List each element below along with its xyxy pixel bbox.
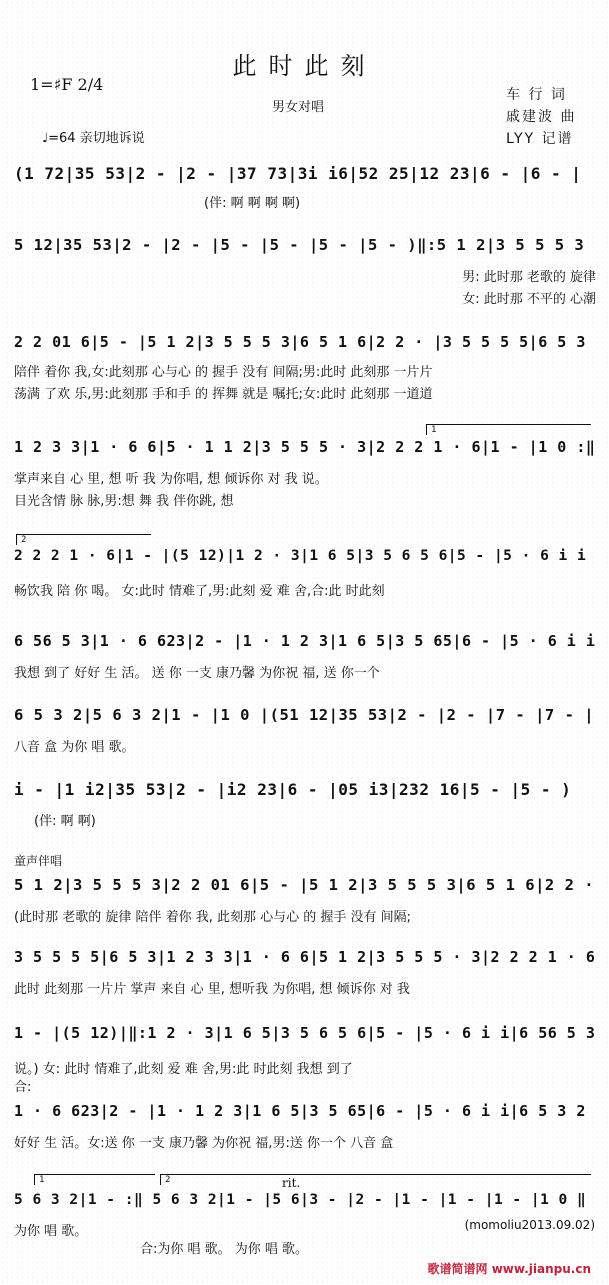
lyric-line: 男: 此时那 老歌的 旋律 (462, 270, 596, 285)
melody-line: 6 56 5 3|1 · 6 623|2 - |1 · 1 2 3|1 6 5|3 5 65|6 - |5 · 6 i i (14, 632, 596, 650)
lyric-line: 我想 到了 好好 生 活。 送 你 一支 康乃馨 为你祝 福, 送 你一个 (14, 666, 380, 681)
melody-line: 1 · 6 623|2 - |1 · 1 2 3|1 6 5|3 5 65|6 - |5 · 6 i i|6 5 3 2 (14, 1102, 586, 1120)
site-watermark: 歌谱简谱网 www.jianpu.cn (427, 1262, 591, 1276)
transcriber-credit: LYY 记谱 (506, 131, 574, 147)
volta-2: 2 (160, 1174, 591, 1185)
melody-line: 5 12|35 53|2 - |2 - |5 - |5 - |5 - |5 - )‖:5 1 2|3 5 5 5 3 (14, 236, 585, 254)
lyricist-credit: 车 行 词 (506, 87, 567, 103)
lyric-line: 此时 此刻那 一片片 掌声 来自 心 里, 想听我 为你唱, 想 倾诉你 对 我 (14, 982, 410, 997)
melody-line: i - |1 i2|35 53|2 - |i2 23|6 - |05 i3|232 16|5 - |5 - ) (14, 780, 572, 799)
composer-credit: 戚建波 曲 (506, 109, 577, 125)
lyric-line: 陪伴 着你 我,女:此刻那 心与心 的 握手 没有 间隔;男:此时 此刻那 一片片 (14, 365, 433, 380)
lyric-line: 荡满 了欢 乐,男:此刻那 手和手 的 挥舞 就是 嘱托;女:此时 此刻那 一道道 (14, 387, 433, 402)
section-label: 童声伴唱 (14, 854, 63, 868)
lyric-line: 合: (14, 1080, 32, 1095)
lyric-line: 女: 此时那 不平的 心潮 (462, 292, 596, 307)
tempo-marking: ♩=64 亲切地诉说 (42, 131, 145, 146)
lyric-line: (伴: 啊 啊) (34, 814, 96, 829)
melody-line: 3 5 5 5 5|6 5 3|1 2 3 3|1 · 6 6|5 1 2|3 5 5 5 · 3|2 2 2 1 · 6 (14, 948, 596, 966)
ritardando-marking: rit. (282, 1176, 301, 1190)
volta-1: 1 (34, 1174, 155, 1185)
lyric-line: (伴: 啊 啊 啊 啊) (204, 196, 301, 211)
volta-1: 1 (426, 424, 591, 435)
lyric-line: 畅饮我 陪 你 喝。 女:此时 情难了,男:此刻 爱 难 舍,合:此 时此刻 (14, 584, 385, 599)
lyric-line: 合:为你 唱 歌。 为你 唱 歌。 (140, 1242, 309, 1257)
lyric-line: (此时那 老歌的 旋律 陪伴 着你 我, 此刻那 心与心 的 握手 没有 间隔; (14, 910, 412, 925)
lyric-line: 好好 生 活。女:送 你 一支 康乃馨 为你祝 福,男:送 你一个 八音 盒 (14, 1136, 394, 1151)
melody-line: 5 6 3 2|1 - :‖ 5 6 3 2|1 - |5 6|3 - |2 - |1 - |1 - |1 - |1 0 ‖ (14, 1192, 587, 1208)
key-signature: 1=♯F 2/4 (30, 75, 104, 94)
lyric-line: 八音 盒 为你 唱 歌。 (14, 740, 135, 755)
lyric-line: 目光含情 脉 脉,男:想 舞 我 伴你跳, 想 (14, 494, 234, 509)
melody-line: (1 72|35 53|2 - |2 - |37 73|3i i6|52 25|12 23|6 - |6 - | (14, 164, 582, 183)
page-title: 此时此刻 (232, 52, 377, 80)
melody-line: 5 1 2|3 5 5 5 3|2 2 01 6|5 - |5 1 2|3 5 5 5 3|6 5 1 6|2 2 · (14, 876, 595, 894)
melody-line: 2 2 01 6|5 - |5 1 2|3 5 5 5 3|6 5 1 6|2 2 · |3 5 5 5 5|6 5 3 (14, 333, 586, 351)
melody-line: 1 2 3 3|1 · 6 6|5 · 1 1 2|3 5 5 5 · 3|2 2 2 1 · 6|1 - |1 0 :‖ (14, 438, 596, 456)
performance-note: 男女对唱 (272, 100, 325, 115)
lyric-line: 说。) 女: 此时 情难了,此刻 爱 难 舍,男:此 时此刻 我想 到了 (14, 1062, 353, 1077)
lyric-line: 为你 唱 歌。 (14, 1224, 88, 1239)
melody-line: 2 2 2 1 · 6|1 - |(5 12)|1 2 · 3|1 6 5|3 5 6 5 6|5 - |5 · 6 i i (14, 548, 587, 564)
melody-line: 6 5 3 2|5 6 3 2|1 - |1 0 |(51 12|35 53|2 - |2 - |7 - |7 - | (14, 706, 595, 724)
melody-line: 1 - |(5 12)|‖:1 2 · 3|1 6 5|3 5 6 5 6|5 - |5 · 6 i i|6 56 5 3 (14, 1024, 596, 1042)
transcription-date: (momoliu2013.09.02) (464, 1218, 595, 1232)
lyric-line: 掌声来自 心 里, 想 听 我 为你唱, 想 倾诉你 对 我 说。 (14, 472, 328, 487)
volta-2: 2 (16, 534, 151, 545)
